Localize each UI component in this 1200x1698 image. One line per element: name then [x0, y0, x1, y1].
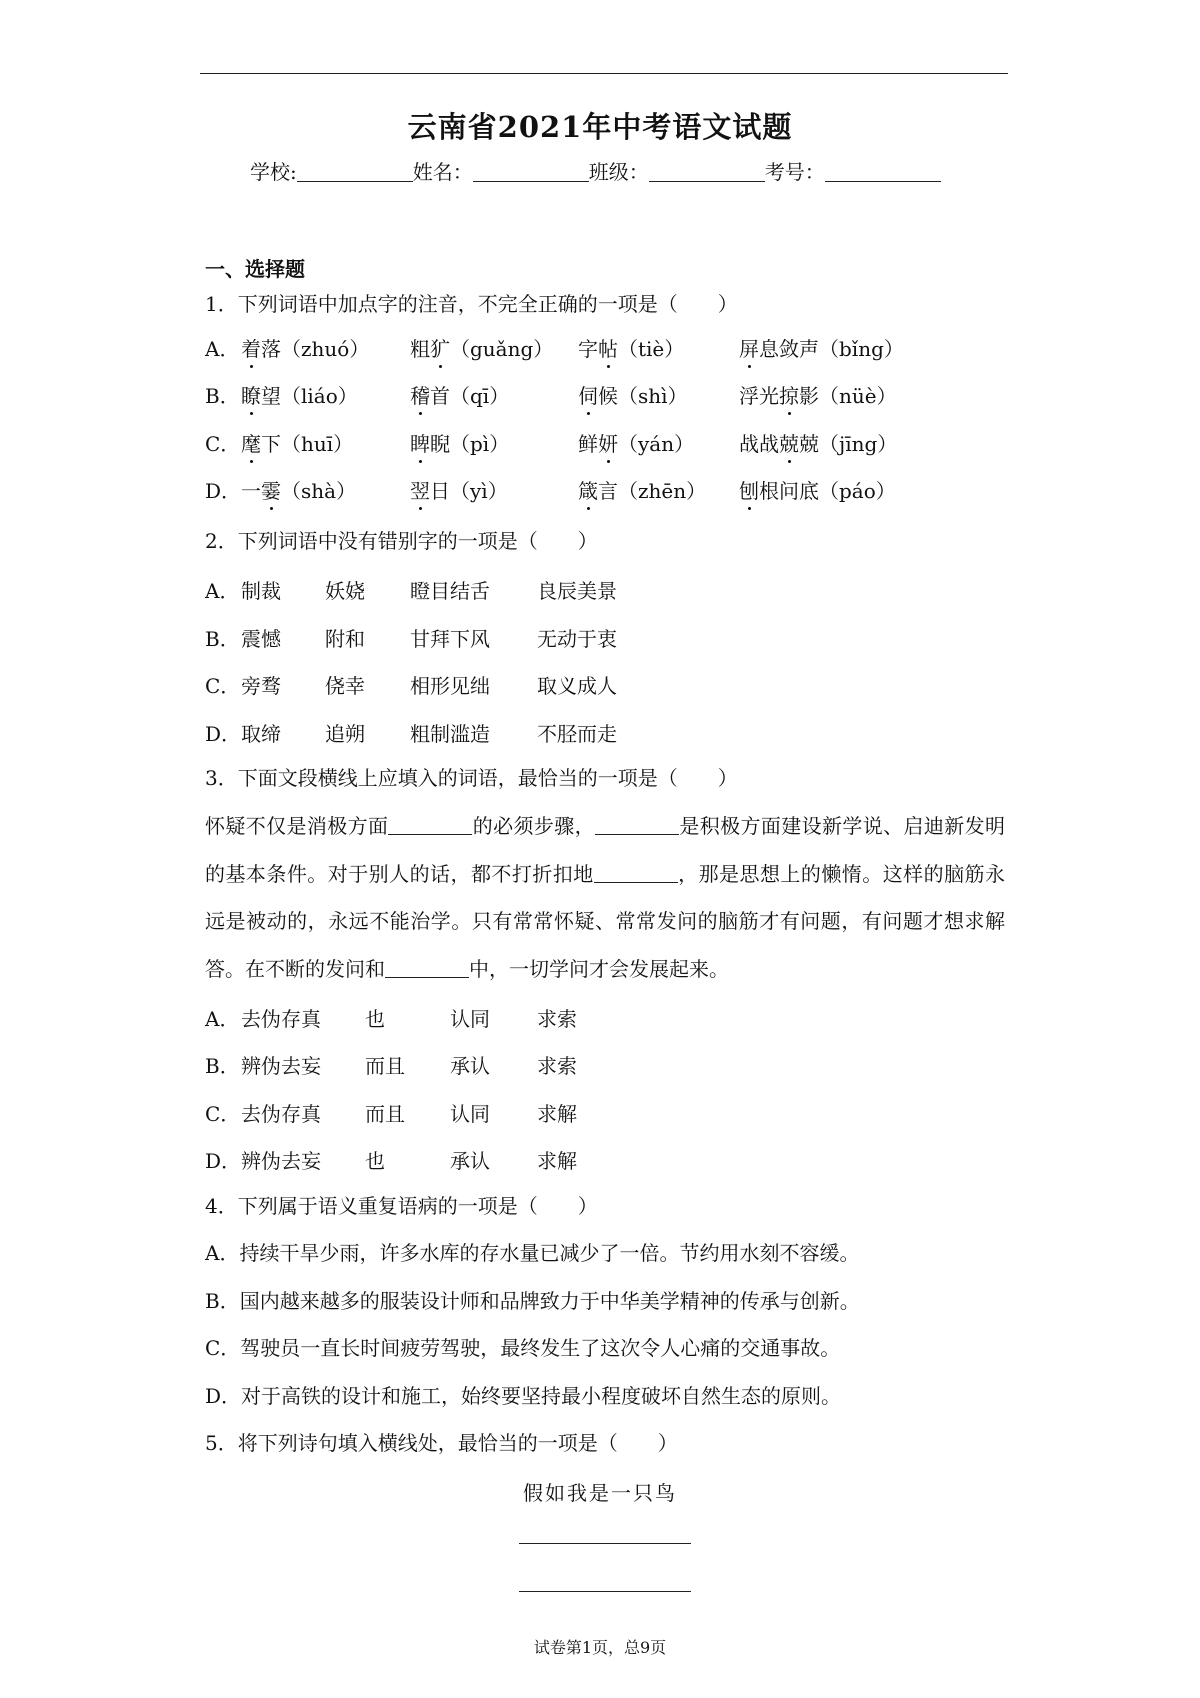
dotted-char: 伺 [578, 380, 598, 409]
option-item: 睥睨（pì） [410, 428, 509, 457]
question-2-stem: 2．下列词语中没有错别字的一项是（ ） [205, 529, 598, 553]
page-footer: 试卷第1页，总9页 [533, 1638, 667, 1657]
option-item: 麾下（huī） [241, 428, 353, 457]
option-item: 翌日（yì） [410, 475, 508, 504]
option-item: 制裁 [241, 579, 281, 603]
option-item: 战战兢兢（jīng） [739, 428, 897, 457]
option-item: 附和 [325, 627, 365, 651]
class-label: 班级： [588, 160, 649, 184]
dotted-char: 翌 [410, 475, 430, 504]
dotted-char: 屏 [739, 333, 759, 362]
option-item: 着落（zhuó） [241, 333, 369, 362]
dotted-char: 瞭 [241, 380, 261, 409]
option-item: 也 [365, 1007, 385, 1031]
option-item: 震憾 [241, 627, 281, 651]
dotted-char: 犷 [430, 333, 450, 362]
question-3-passage [205, 803, 1005, 993]
option-label: D． [205, 722, 242, 746]
option-item: 屏息敛声（bǐng） [739, 333, 904, 362]
option-label: B． [205, 1054, 240, 1078]
passage-text: 的必须步骤， [472, 814, 595, 838]
question-3-stem: 3．下面文段横线上应填入的词语，最恰当的一项是（ ） [205, 766, 738, 790]
passage-text: 是积极方面建设新学说、启迪新发明的基本条件。对于别人的话，都不打折扣地 [205, 814, 1005, 886]
option-label: D． [205, 479, 242, 503]
option-item: 求解 [537, 1149, 577, 1173]
dotted-char: 妍 [598, 428, 618, 457]
option-item: 侥幸 [325, 674, 365, 698]
option-item: 粗犷（guǎng） [410, 333, 553, 362]
question-4-option-c: C．驾驶员一直长时间疲劳驾驶，最终发生了这次令人心痛的交通事故。 [205, 1336, 841, 1360]
option-item: 认同 [450, 1007, 490, 1031]
option-item: 旁骛 [241, 674, 281, 698]
passage-blank-3 [594, 866, 678, 883]
option-item: 辨伪去妄 [241, 1054, 321, 1078]
option-item: 而且 [365, 1102, 405, 1126]
option-item: 刨根问底（páo） [739, 475, 896, 504]
question-4-option-d: D．对于高铁的设计和施工，始终要坚持最小程度破坏自然生态的原则。 [205, 1384, 842, 1408]
option-item: 瞪目结舌 [410, 579, 490, 603]
option-label: A． [205, 579, 240, 603]
option-item: 辨伪去妄 [241, 1149, 321, 1173]
question-4-option-b: B．国内越来越多的服装设计师和品牌致力于中华美学精神的传承与创新。 [205, 1289, 860, 1313]
option-item: 而且 [365, 1054, 405, 1078]
option-item: 求索 [537, 1007, 577, 1031]
option-label: A． [205, 337, 240, 361]
option-item: 瞭望（liáo） [241, 380, 358, 409]
question-5-stem: 5．将下列诗句填入横线处，最恰当的一项是（ ） [205, 1431, 678, 1455]
option-item: 粗制滥造 [410, 722, 490, 746]
option-item: 鲜妍（yán） [578, 428, 694, 457]
option-item: 良辰美景 [537, 579, 617, 603]
name-label: 姓名： [412, 160, 473, 184]
school-field[interactable] [297, 163, 413, 182]
option-item: 稽首（qī） [410, 380, 509, 409]
class-field[interactable] [649, 163, 765, 182]
option-item: 箴言（zhēn） [578, 475, 706, 504]
dotted-char: 兢 [779, 428, 799, 457]
option-item: 妖娆 [325, 579, 365, 603]
poem-blank-line-2 [519, 1591, 691, 1592]
dotted-char: 睥 [410, 428, 430, 457]
option-item: 甘拜下风 [410, 627, 490, 651]
option-item: 追朔 [325, 722, 365, 746]
passage-text: ，那是思想上的懒惰。这样的脑筋永远是被动的，永远不能治学。只有常常怀疑、常常发问的脑筋才有问题，有问题才想求解答。在不断的发问和 [205, 861, 1006, 981]
exam-number-label: 考号： [764, 160, 825, 184]
question-4-option-a: A．持续干旱少雨，许多水库的存水量已减少了一倍。节约用水刻不容缓。 [205, 1241, 860, 1265]
dotted-char: 刨 [739, 475, 759, 504]
option-item: 取义成人 [537, 674, 617, 698]
header-rule [200, 73, 1008, 74]
option-label: A． [205, 1007, 240, 1031]
option-item: 去伪存真 [241, 1007, 321, 1031]
poem-title: 假如我是一只鸟 [523, 1481, 677, 1505]
option-label: B． [205, 384, 240, 408]
option-item: 认同 [450, 1102, 490, 1126]
option-item: 一霎（shà） [241, 475, 356, 504]
question-4-stem: 4．下列属于语义重复语病的一项是（ ） [205, 1194, 598, 1218]
option-item: 求索 [537, 1054, 577, 1078]
passage-blank-2 [595, 818, 679, 835]
dotted-char: 霎 [261, 475, 281, 504]
option-label: C． [205, 674, 241, 698]
option-item: 不胫而走 [537, 722, 617, 746]
name-field[interactable] [473, 163, 589, 182]
option-item: 承认 [450, 1054, 490, 1078]
option-label: D． [205, 1149, 242, 1173]
passage-text: 怀疑不仅是消极方面 [205, 814, 389, 838]
option-item: 字帖（tiè） [578, 333, 684, 362]
poem-blank-line-1 [519, 1543, 691, 1544]
question-1-stem: 1．下列词语中加点字的注音，不完全正确的一项是（ ） [205, 292, 738, 316]
option-item: 相形见绌 [410, 674, 490, 698]
student-info-line [250, 156, 941, 185]
dotted-char: 着 [241, 333, 261, 362]
dotted-char: 稽 [410, 380, 430, 409]
option-item: 也 [365, 1149, 385, 1173]
exam-title: 云南省2021年中考语文试题 [407, 110, 793, 144]
option-label: C． [205, 432, 241, 456]
dotted-char: 帖 [598, 333, 618, 362]
option-item: 取缔 [241, 722, 281, 746]
school-label: 学校: [250, 160, 297, 184]
section-title: 一、选择题 [205, 257, 305, 281]
option-label: C． [205, 1102, 241, 1126]
exam-number-field[interactable] [825, 163, 941, 182]
option-item: 承认 [450, 1149, 490, 1173]
dotted-char: 麾 [241, 428, 261, 457]
option-item: 浮光掠影（nüè） [739, 380, 897, 409]
option-item: 求解 [537, 1102, 577, 1126]
option-item: 无动于衷 [537, 627, 617, 651]
passage-blank-4 [385, 961, 469, 978]
dotted-char: 箴 [578, 475, 598, 504]
passage-blank-1 [388, 818, 472, 835]
option-label: B． [205, 627, 240, 651]
dotted-char: 掠 [779, 380, 799, 409]
option-item: 去伪存真 [241, 1102, 321, 1126]
option-item: 伺候（shì） [578, 380, 688, 409]
passage-text: 中，一切学问才会发展起来。 [469, 956, 729, 981]
